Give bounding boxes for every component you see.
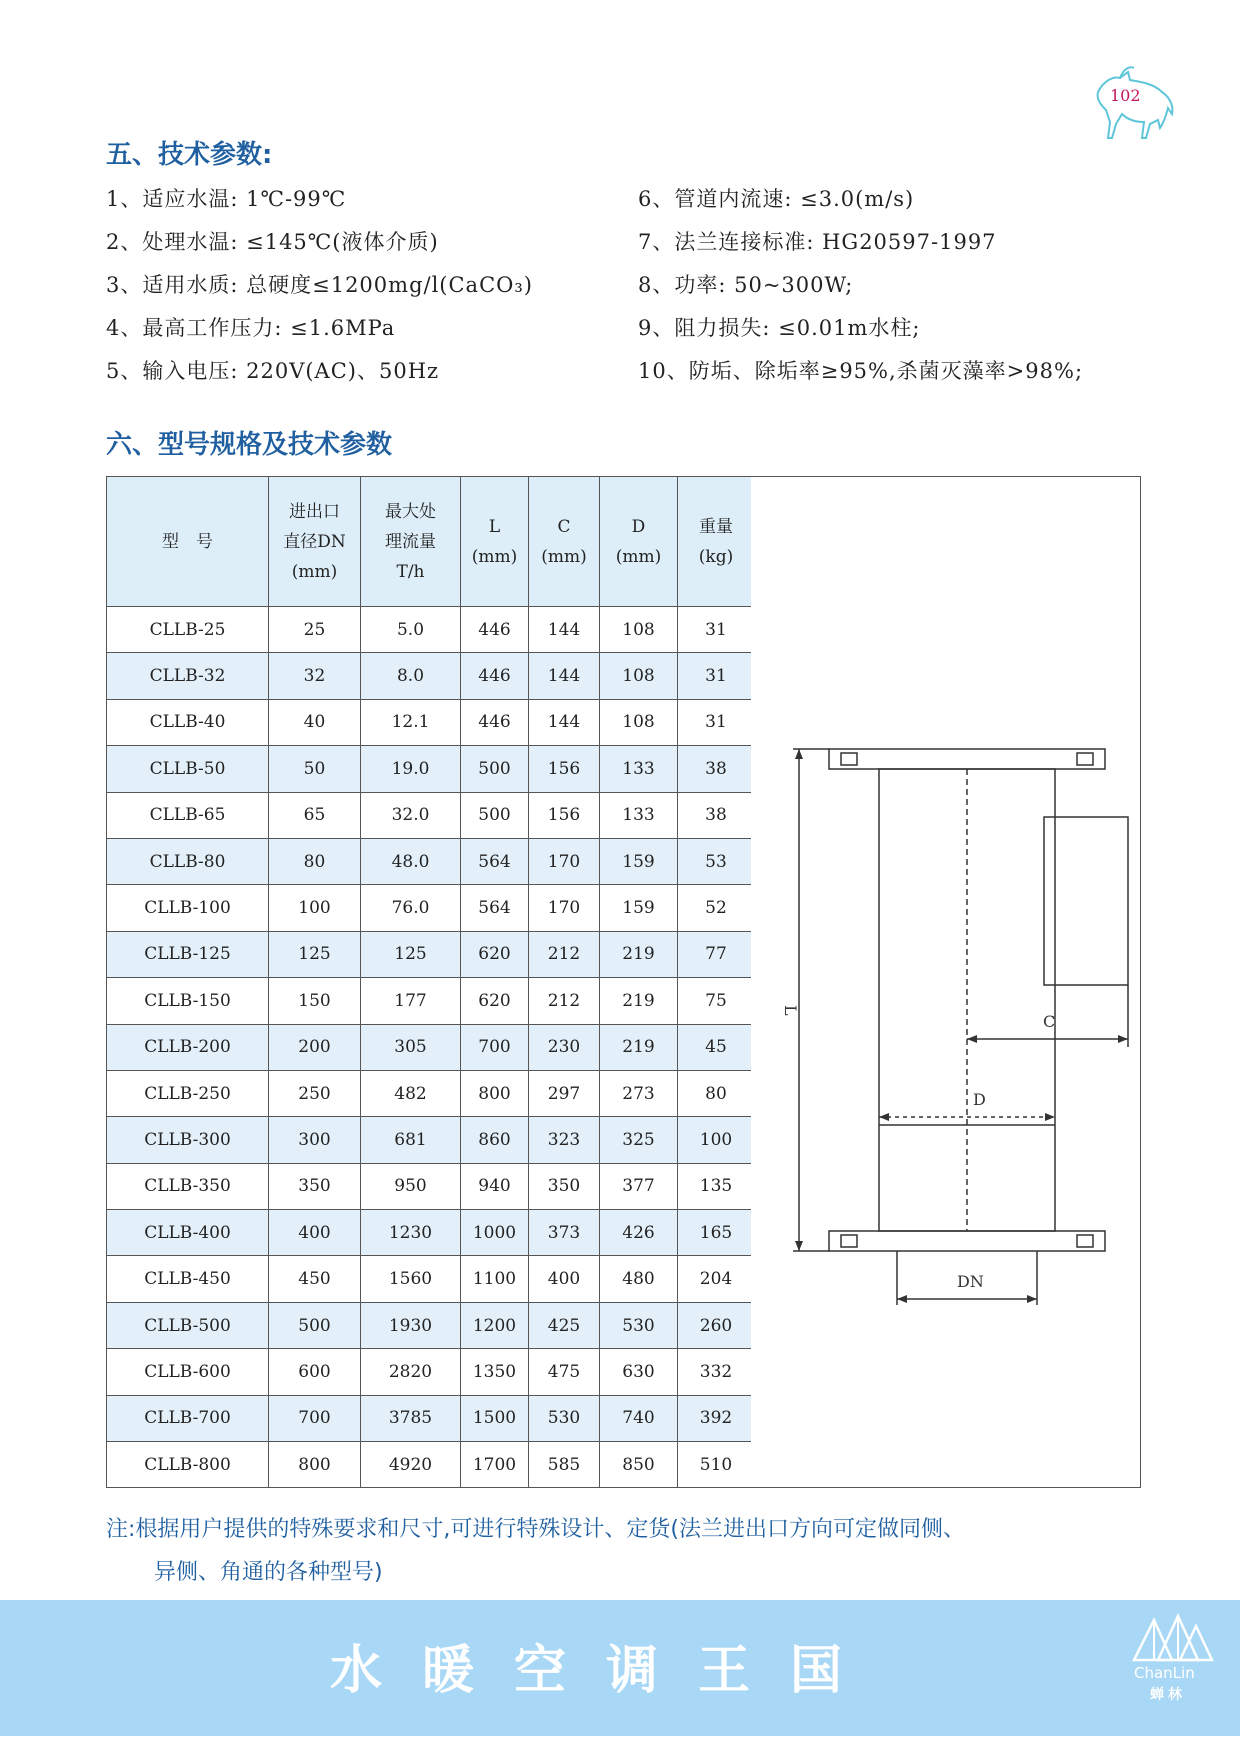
footer-title: 水暖空调王国 [330, 1641, 883, 1701]
table-cell: 212 [529, 978, 600, 1024]
table-cell: 212 [529, 931, 600, 977]
table-cell: 273 [600, 1070, 678, 1116]
param-item: 6、管道内流速: ≤3.0(m/s) [638, 187, 915, 211]
label-d: D [973, 1090, 986, 1109]
table-cell: 426 [600, 1210, 678, 1256]
table-cell: 125 [269, 931, 361, 977]
table-cell: 740 [600, 1395, 678, 1441]
table-cell: 170 [529, 838, 600, 884]
table-row [107, 978, 755, 1024]
page-number: 102 [1110, 86, 1141, 105]
table-cell: 219 [600, 978, 678, 1024]
table-cell: 564 [461, 838, 529, 884]
param-item: 7、法兰连接标准: HG20597-1997 [638, 230, 997, 254]
table-cell: 80 [678, 1070, 755, 1116]
table-cell: 108 [600, 699, 678, 745]
brand-name-en: ChanLin [1134, 1664, 1195, 1682]
table-cell: 1230 [361, 1210, 461, 1256]
param-item: 4、最高工作压力: ≤1.6MPa [106, 316, 396, 340]
table-row [107, 1117, 755, 1163]
table-row [107, 1349, 755, 1395]
table-row [107, 607, 755, 653]
table-row [107, 1442, 755, 1488]
table-cell: 800 [269, 1442, 361, 1488]
table-cell: 38 [678, 792, 755, 838]
table-cell: 1100 [461, 1256, 529, 1302]
table-cell: 332 [678, 1349, 755, 1395]
table-cell: 600 [269, 1349, 361, 1395]
table-cell: 446 [461, 607, 529, 653]
table-cell: 133 [600, 792, 678, 838]
table-cell: 230 [529, 1024, 600, 1070]
table-cell: 425 [529, 1302, 600, 1348]
table-cell: 850 [600, 1442, 678, 1488]
table-row [107, 653, 755, 699]
table-cell: 8.0 [361, 653, 461, 699]
table-cell: 297 [529, 1070, 600, 1116]
table-cell: 350 [529, 1163, 600, 1209]
table-cell: 76.0 [361, 885, 461, 931]
table-cell-model: CLLB-80 [107, 838, 269, 884]
table-cell: 305 [361, 1024, 461, 1070]
table-cell: 108 [600, 653, 678, 699]
table-cell: 150 [269, 978, 361, 1024]
table-cell-model: CLLB-200 [107, 1024, 269, 1070]
table-row [107, 1024, 755, 1070]
table-cell: 2820 [361, 1349, 461, 1395]
table-cell: 373 [529, 1210, 600, 1256]
table-cell: 170 [529, 885, 600, 931]
label-c: C [1043, 1012, 1056, 1031]
table-cell: 31 [678, 699, 755, 745]
section5-title: 五、技术参数: [106, 140, 273, 170]
label-dn: DN [957, 1272, 984, 1291]
spec-table [106, 476, 755, 1488]
table-cell: 133 [600, 746, 678, 792]
param-item: 3、适用水质: 总硬度≤1200mg/l(CaCO₃) [106, 273, 533, 297]
table-cell: 52 [678, 885, 755, 931]
header-model: 型 号 [107, 477, 269, 607]
table-cell: 159 [600, 838, 678, 884]
table-cell: 620 [461, 978, 529, 1024]
section6-title: 六、型号规格及技术参数 [106, 430, 393, 460]
table-header-row [107, 477, 755, 607]
table-row [107, 885, 755, 931]
table-cell: 4920 [361, 1442, 461, 1488]
table-cell: 32.0 [361, 792, 461, 838]
table-row [107, 1256, 755, 1302]
table-cell: 5.0 [361, 607, 461, 653]
table-cell: 100 [678, 1117, 755, 1163]
table-cell: 400 [269, 1210, 361, 1256]
table-cell: 323 [529, 1117, 600, 1163]
table-cell: 450 [269, 1256, 361, 1302]
bottom-flange [829, 1231, 1105, 1251]
table-cell: 32 [269, 653, 361, 699]
table-cell: 950 [361, 1163, 461, 1209]
param-item: 8、功率: 50~300W; [638, 273, 854, 297]
table-cell-model: CLLB-65 [107, 792, 269, 838]
table-cell-model: CLLB-400 [107, 1210, 269, 1256]
table-cell-model: CLLB-300 [107, 1117, 269, 1163]
table-cell: 1200 [461, 1302, 529, 1348]
header-c: C (mm) [529, 477, 600, 607]
table-cell: 500 [461, 746, 529, 792]
table-cell-model: CLLB-800 [107, 1442, 269, 1488]
table-row [107, 838, 755, 884]
table-cell-model: CLLB-100 [107, 885, 269, 931]
table-cell: 40 [269, 699, 361, 745]
table-cell-model: CLLB-32 [107, 653, 269, 699]
table-cell: 630 [600, 1349, 678, 1395]
table-cell: 250 [269, 1070, 361, 1116]
table-cell: 125 [361, 931, 461, 977]
header-d: D (mm) [600, 477, 678, 607]
table-cell: 159 [600, 885, 678, 931]
table-cell: 800 [461, 1070, 529, 1116]
table-cell: 219 [600, 931, 678, 977]
table-cell: 50 [269, 746, 361, 792]
table-cell: 510 [678, 1442, 755, 1488]
table-cell: 681 [361, 1117, 461, 1163]
table-cell: 446 [461, 653, 529, 699]
table-cell: 75 [678, 978, 755, 1024]
table-cell: 144 [529, 653, 600, 699]
table-cell: 700 [269, 1395, 361, 1441]
table-cell: 1560 [361, 1256, 461, 1302]
table-cell: 350 [269, 1163, 361, 1209]
table-cell-model: CLLB-350 [107, 1163, 269, 1209]
table-cell-model: CLLB-700 [107, 1395, 269, 1441]
table-cell-model: CLLB-125 [107, 931, 269, 977]
table-cell: 260 [678, 1302, 755, 1348]
table-cell-model: CLLB-150 [107, 978, 269, 1024]
table-cell: 620 [461, 931, 529, 977]
table-row [107, 931, 755, 977]
table-cell: 860 [461, 1117, 529, 1163]
table-cell: 19.0 [361, 746, 461, 792]
table-cell: 219 [600, 1024, 678, 1070]
table-cell: 45 [678, 1024, 755, 1070]
table-row [107, 1070, 755, 1116]
table-cell: 156 [529, 792, 600, 838]
table-cell-model: CLLB-450 [107, 1256, 269, 1302]
table-cell-model: CLLB-250 [107, 1070, 269, 1116]
table-cell: 65 [269, 792, 361, 838]
header-dn: 进出口 直径DN (mm) [269, 477, 361, 607]
table-cell: 31 [678, 607, 755, 653]
table-cell: 585 [529, 1442, 600, 1488]
top-flange [829, 749, 1105, 769]
table-cell-model: CLLB-40 [107, 699, 269, 745]
table-cell: 77 [678, 931, 755, 977]
table-cell: 1500 [461, 1395, 529, 1441]
table-cell: 25 [269, 607, 361, 653]
table-cell: 100 [269, 885, 361, 931]
table-cell: 1350 [461, 1349, 529, 1395]
table-row [107, 1302, 755, 1348]
table-cell: 400 [529, 1256, 600, 1302]
table-cell: 3785 [361, 1395, 461, 1441]
table-row [107, 792, 755, 838]
note-line1: 注:根据用户提供的特殊要求和尺寸,可进行特殊设计、定货(法兰进出口方向可定做同侧、 [106, 1517, 965, 1542]
table-cell-model: CLLB-25 [107, 607, 269, 653]
table-row [107, 1163, 755, 1209]
table-cell: 564 [461, 885, 529, 931]
table-cell: 135 [678, 1163, 755, 1209]
table-cell: 482 [361, 1070, 461, 1116]
table-cell: 12.1 [361, 699, 461, 745]
table-cell: 377 [600, 1163, 678, 1209]
table-cell: 177 [361, 978, 461, 1024]
param-item: 2、处理水温: ≤145℃(液体介质) [106, 230, 439, 254]
brand-name-cn: 蝉林 [1150, 1687, 1186, 1703]
table-row [107, 746, 755, 792]
dimension-diagram-panel [751, 476, 1141, 1488]
table-cell: 144 [529, 607, 600, 653]
table-cell: 53 [678, 838, 755, 884]
control-box [1044, 817, 1128, 985]
header-weight: 重量 (kg) [678, 477, 755, 607]
table-cell: 475 [529, 1349, 600, 1395]
table-cell: 500 [461, 792, 529, 838]
table-cell: 1700 [461, 1442, 529, 1488]
table-cell: 700 [461, 1024, 529, 1070]
param-item: 5、输入电压: 220V(AC)、50Hz [106, 359, 440, 383]
table-cell-model: CLLB-50 [107, 746, 269, 792]
table-cell: 31 [678, 653, 755, 699]
param-item: 10、防垢、除垢率≥95%,杀菌灭藻率>98%; [638, 359, 1084, 383]
chanlin-logo-icon [1132, 1612, 1214, 1664]
header-l: L (mm) [461, 477, 529, 607]
dimension-diagram [751, 477, 1139, 1487]
table-cell: 200 [269, 1024, 361, 1070]
table-cell: 156 [529, 746, 600, 792]
table-cell: 80 [269, 838, 361, 884]
table-cell: 325 [600, 1117, 678, 1163]
table-cell: 38 [678, 746, 755, 792]
param-item: 1、适应水温: 1℃-99℃ [106, 187, 347, 211]
table-cell: 165 [678, 1210, 755, 1256]
table-row [107, 1210, 755, 1256]
note-line2: 异侧、角通的各种型号) [154, 1560, 383, 1585]
table-cell: 300 [269, 1117, 361, 1163]
table-cell: 1000 [461, 1210, 529, 1256]
table-cell-model: CLLB-600 [107, 1349, 269, 1395]
param-item: 9、阻力损失: ≤0.01m水柱; [638, 316, 921, 340]
table-cell: 446 [461, 699, 529, 745]
table-cell: 530 [600, 1302, 678, 1348]
table-cell: 144 [529, 699, 600, 745]
table-cell: 500 [269, 1302, 361, 1348]
table-cell: 48.0 [361, 838, 461, 884]
table-cell-model: CLLB-500 [107, 1302, 269, 1348]
label-l: L [781, 1005, 800, 1016]
table-cell: 1930 [361, 1302, 461, 1348]
table-row [107, 699, 755, 745]
table-cell: 940 [461, 1163, 529, 1209]
table-cell: 530 [529, 1395, 600, 1441]
table-cell: 480 [600, 1256, 678, 1302]
table-row [107, 1395, 755, 1441]
table-cell: 204 [678, 1256, 755, 1302]
table-cell: 108 [600, 607, 678, 653]
table-cell: 392 [678, 1395, 755, 1441]
header-flow: 最大处 理流量 T/h [361, 477, 461, 607]
